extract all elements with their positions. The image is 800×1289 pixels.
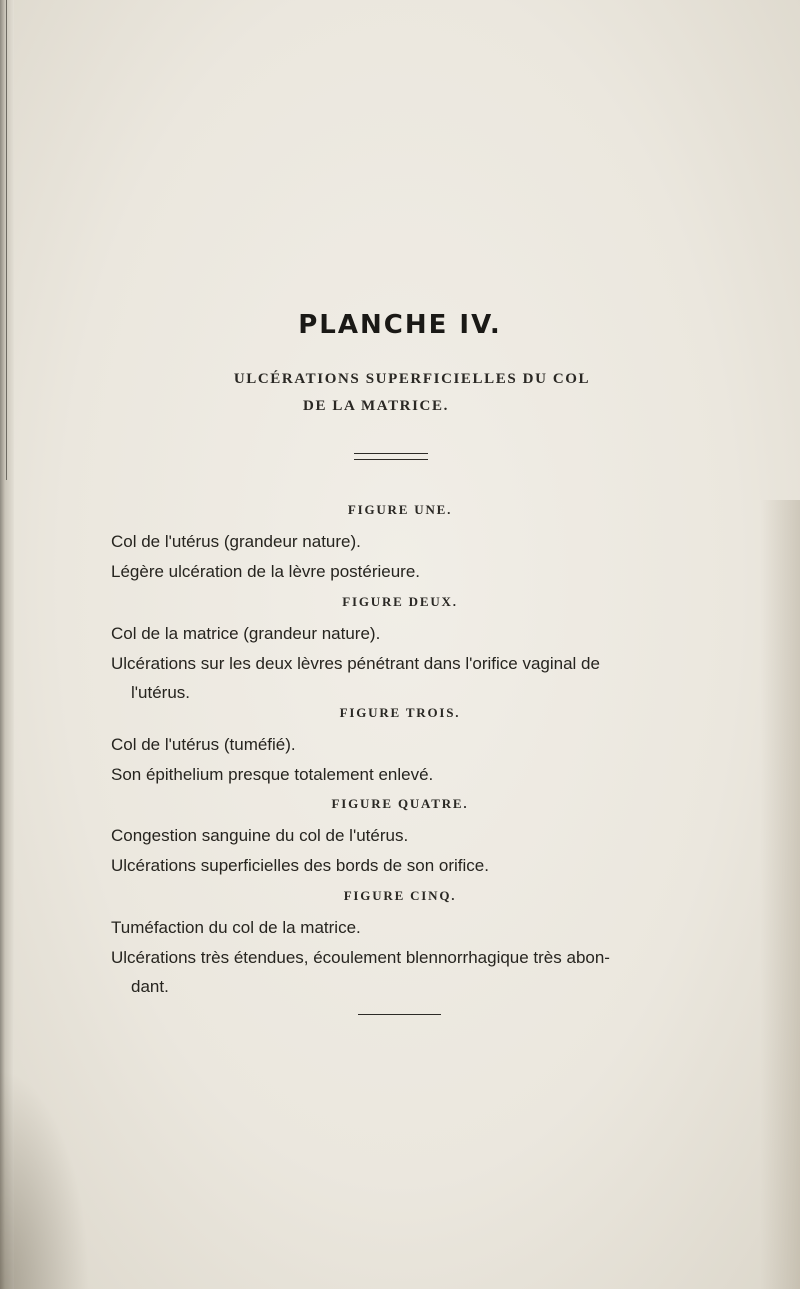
figure-2-title: FIGURE DEUX. [342,594,458,609]
plate-subtitle-line-2: DE LA MATRICE. [303,398,449,414]
figure-1-line-2: Légère ulcération de la lèvre postérieure. [111,562,421,581]
figure-2-line-1: Col de la matrice (grandeur nature). [111,624,381,643]
double-rule-divider [354,453,428,460]
figure-4-line-1: Congestion sanguine du col de l'utérus. [111,826,409,845]
figure-5-line-2: Ulcérations très étendues, écoulement blennorrhagique très abon- [111,948,610,967]
paper-stain [0,1069,90,1289]
plate-subtitle-line-1: ULCÉRATIONS SUPERFICIELLES DU COL [233,371,591,387]
plate-title: PLANCHE IV. [298,310,502,340]
figure-1-title: FIGURE UNE. [347,502,453,517]
figure-3-line-1: Col de l'utérus (tuméfié). [111,735,296,754]
figure-2-line-3: l'utérus. [131,683,190,702]
figure-5-title: FIGURE CINQ. [343,888,457,903]
figure-2-line-2: Ulcérations sur les deux lèvres pénétrant dans l'orifice vaginal de [111,654,600,673]
figure-1-line-1: Col de l'utérus (grandeur nature). [111,532,361,551]
figure-5-line-3: dant. [131,977,169,996]
figure-4-title: FIGURE QUATRE. [331,796,469,811]
closing-rule-divider [358,1014,441,1015]
figure-3-title: FIGURE TROIS. [339,705,461,720]
figure-5-line-1: Tuméfaction du col de la matrice. [111,918,361,937]
figure-4-line-2: Ulcérations superficielles des bords de son orifice. [111,856,489,875]
figure-3-line-2: Son épithelium presque totalement enlevé. [111,765,434,784]
